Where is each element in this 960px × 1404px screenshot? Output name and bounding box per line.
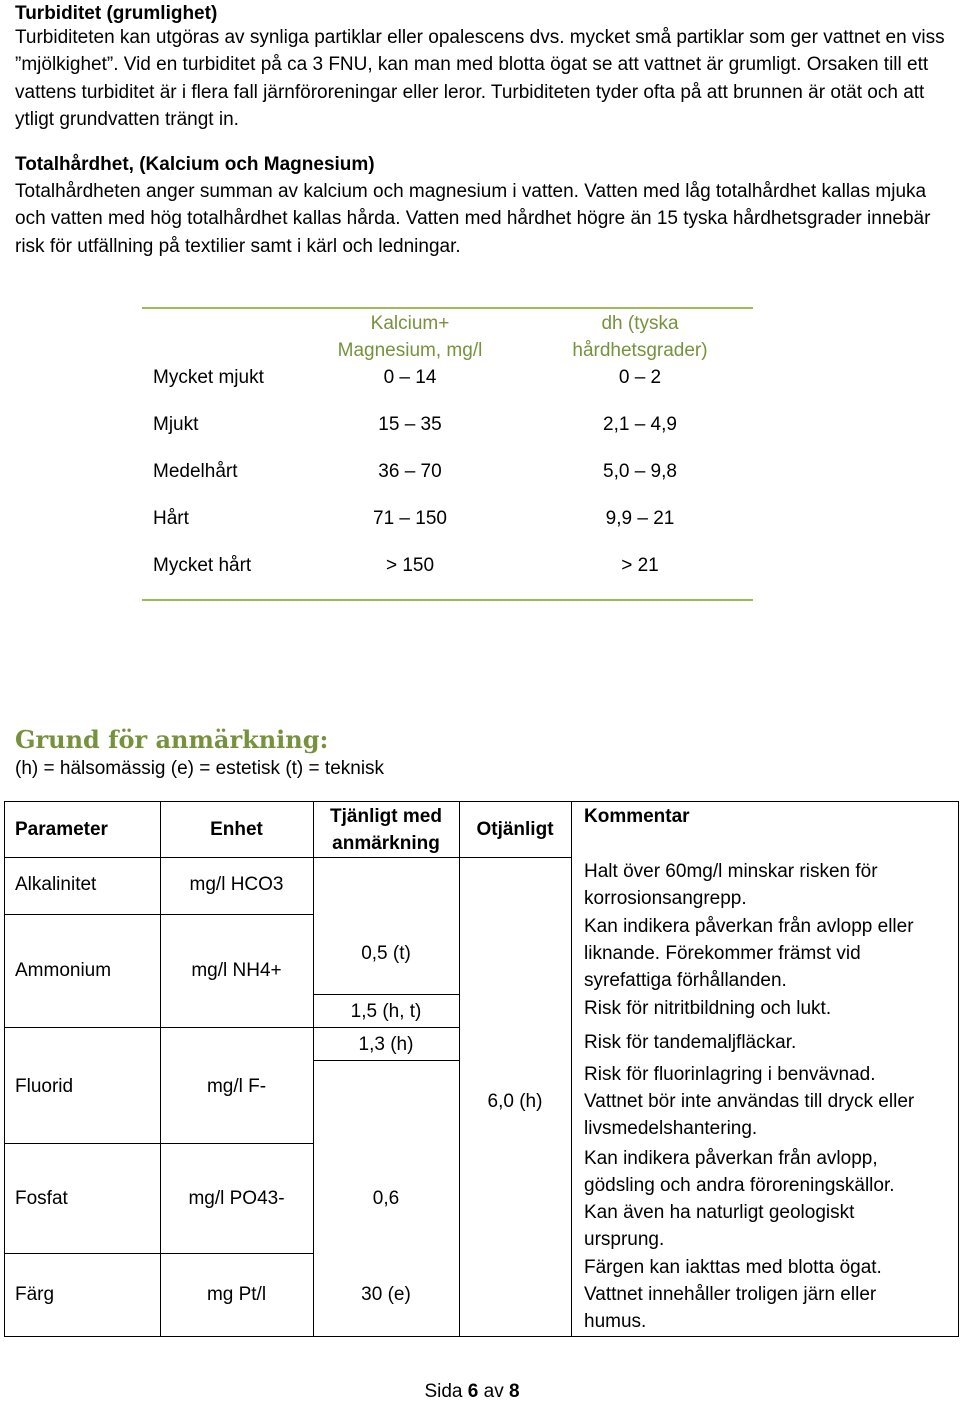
table-row-divider: [4, 1143, 313, 1144]
remarks-legend: (h) = hälsomässig (e) = estetisk (t) = teknisk: [15, 758, 385, 779]
header-ok-line1: Tjänligt med: [330, 806, 442, 827]
table-column-divider: [571, 801, 572, 1336]
hardness-row-name: Mycket hårt: [153, 555, 252, 576]
hardness-col-header-mg-line2: Magnesium, mg/l: [337, 340, 483, 361]
table-border: [4, 801, 959, 802]
comment-line: humus.: [584, 1311, 647, 1332]
param-name: Alkalinitet: [15, 874, 97, 895]
hardness-col-header-dh-line2: hårdhetsgrader): [572, 340, 708, 361]
param-value: 1,5 (h, t): [350, 1001, 422, 1022]
header-unit: Enhet: [210, 819, 263, 840]
param-name: Fosfat: [15, 1188, 68, 1209]
hardness-col-header-dh: [550, 310, 730, 364]
page-footer: [0, 1379, 944, 1404]
param-value: 0,6: [372, 1188, 400, 1209]
comment-line: syrefattiga förhållanden.: [584, 970, 787, 991]
hardness-text: Totalhårdheten anger summan av kalcium och magnesium i vatten. Vatten med låg totalhårdhet kallas mjuka och vatten med hög totalhårdhet kallas hårda. Vatten med hårdhet högre än 15 tyska hårdhetsgrader innebär risk för utfällning på textilier samt i kärl och ledningar.: [15, 181, 931, 257]
hardness-row-dh: 2,1 – 4,9: [603, 414, 677, 435]
table-border: [4, 801, 5, 1337]
param-value: 30 (e): [361, 1284, 411, 1305]
hardness-row-mg: 71 – 150: [373, 508, 447, 529]
remarks-heading: Grund för anmärkning:: [15, 725, 329, 754]
table-row-divider: [4, 857, 571, 858]
param-value: 1,3 (h): [358, 1034, 414, 1055]
param-name: Fluorid: [15, 1076, 74, 1097]
footer-page-number: 6: [467, 1381, 479, 1402]
param-unit: mg/l NH4+: [191, 960, 282, 981]
param-name: Ammonium: [15, 960, 112, 981]
hardness-row-dh: 0 – 2: [618, 367, 662, 388]
footer-page-total: 8: [508, 1381, 520, 1402]
hardness-table-top-rule: [142, 307, 753, 309]
table-border: [4, 1336, 959, 1337]
hardness-col-header-dh-line1: dh (tyska: [601, 313, 679, 334]
comment-line: ursprung.: [584, 1229, 665, 1250]
comment-line: liknande. Förekommer främst vid: [584, 943, 861, 964]
param-name: Färg: [15, 1284, 55, 1305]
hardness-row-name: Medelhårt: [153, 461, 238, 482]
param-unit: mg/l PO43-: [188, 1188, 285, 1209]
hardness-heading: Totalhårdhet, (Kalcium och Magnesium): [15, 154, 375, 175]
table-row-divider: [313, 994, 459, 995]
hardness-row-mg: 0 – 14: [383, 367, 437, 388]
turbidity-heading: Turbiditet (grumlighet): [15, 3, 218, 24]
comment-line: Färgen kan iakttas med blotta ögat.: [584, 1257, 882, 1278]
turbidity-text: Turbiditeten kan utgöras av synliga partiklar eller opalescens dvs. mycket små partiklar som ger vattnet en viss ”mjölkighet”. Vid en turbiditet på ca 3 FNU, kan man med blotta ögat se att vattnet är grumligt. Orsaken till ett vattens turbiditet är i flera fall järnföroreningar eller leror. Turbiditeten tyder ofta på att brunnen är otät och att ytligt grundvatten trängt in.: [15, 27, 945, 130]
hardness-row-dh: > 21: [621, 555, 659, 576]
hardness-row-dh: 5,0 – 9,8: [603, 461, 677, 482]
param-comment: [584, 1061, 954, 1142]
header-ok-line2: anmärkning: [332, 833, 440, 854]
param-comment: [584, 1145, 954, 1253]
table-row-divider: [4, 1027, 313, 1028]
table-row-divider: [313, 1060, 459, 1061]
hardness-row-mg: 36 – 70: [378, 461, 442, 482]
param-unit: mg/l HCO3: [189, 874, 284, 895]
hardness-row-name: Mycket mjukt: [153, 367, 264, 388]
header-comment: Kommentar: [584, 806, 690, 827]
hardness-col-header-mg-line1: Kalcium+: [370, 313, 450, 334]
hardness-row-name: Mjukt: [153, 414, 199, 435]
header-ok-with-remark: [313, 803, 459, 857]
hardness-row-dh: 9,9 – 21: [605, 508, 675, 529]
hardness-row-name: Hårt: [153, 508, 189, 529]
comment-line: korrosionsangrepp.: [584, 888, 747, 909]
table-row-divider: [313, 1027, 459, 1028]
param-comment: [584, 913, 954, 994]
comment-line: Vattnet bör inte användas till dryck eller: [584, 1091, 915, 1112]
hardness-col-header-mg: [320, 310, 500, 364]
param-comment: Risk för nitritbildning och lukt.: [584, 998, 832, 1019]
param-comment: Risk för tandemaljfläckar.: [584, 1032, 797, 1053]
hardness-table-bottom-rule: [142, 599, 753, 601]
table-border: [958, 801, 959, 1337]
comment-line: Vattnet innehåller troligen järn eller: [584, 1284, 877, 1305]
param-value: 0,5 (t): [361, 943, 411, 964]
param-unit: mg/l F-: [206, 1076, 267, 1097]
comment-line: Kan indikera påverkan från avlopp,: [584, 1148, 878, 1169]
table-column-divider: [459, 801, 460, 1336]
table-column-divider: [313, 801, 314, 1336]
comment-line: Kan indikera påverkan från avlopp eller: [584, 916, 914, 937]
footer-prefix: Sida: [424, 1381, 468, 1402]
comment-line: Risk för fluorinlagring i benvävnad.: [584, 1064, 876, 1085]
hardness-row-mg: 15 – 35: [378, 414, 442, 435]
param-comment: [584, 858, 954, 912]
comment-line: livsmedelshantering.: [584, 1118, 758, 1139]
comment-line: Halt över 60mg/l minskar risken för: [584, 861, 878, 882]
comment-line: Kan även ha naturligt geologiskt: [584, 1202, 855, 1223]
param-unfit-value: 6,0 (h): [487, 1091, 543, 1112]
footer-middle: av: [478, 1381, 509, 1402]
param-unit: mg Pt/l: [206, 1284, 267, 1305]
hardness-row-mg: > 150: [385, 555, 435, 576]
param-comment: [584, 1254, 954, 1335]
header-parameter: Parameter: [15, 819, 108, 840]
header-unfit: Otjänligt: [476, 819, 554, 840]
table-row-divider: [4, 914, 313, 915]
table-row-divider: [4, 1253, 313, 1254]
comment-line: gödsling och andra föroreningskällor.: [584, 1175, 895, 1196]
